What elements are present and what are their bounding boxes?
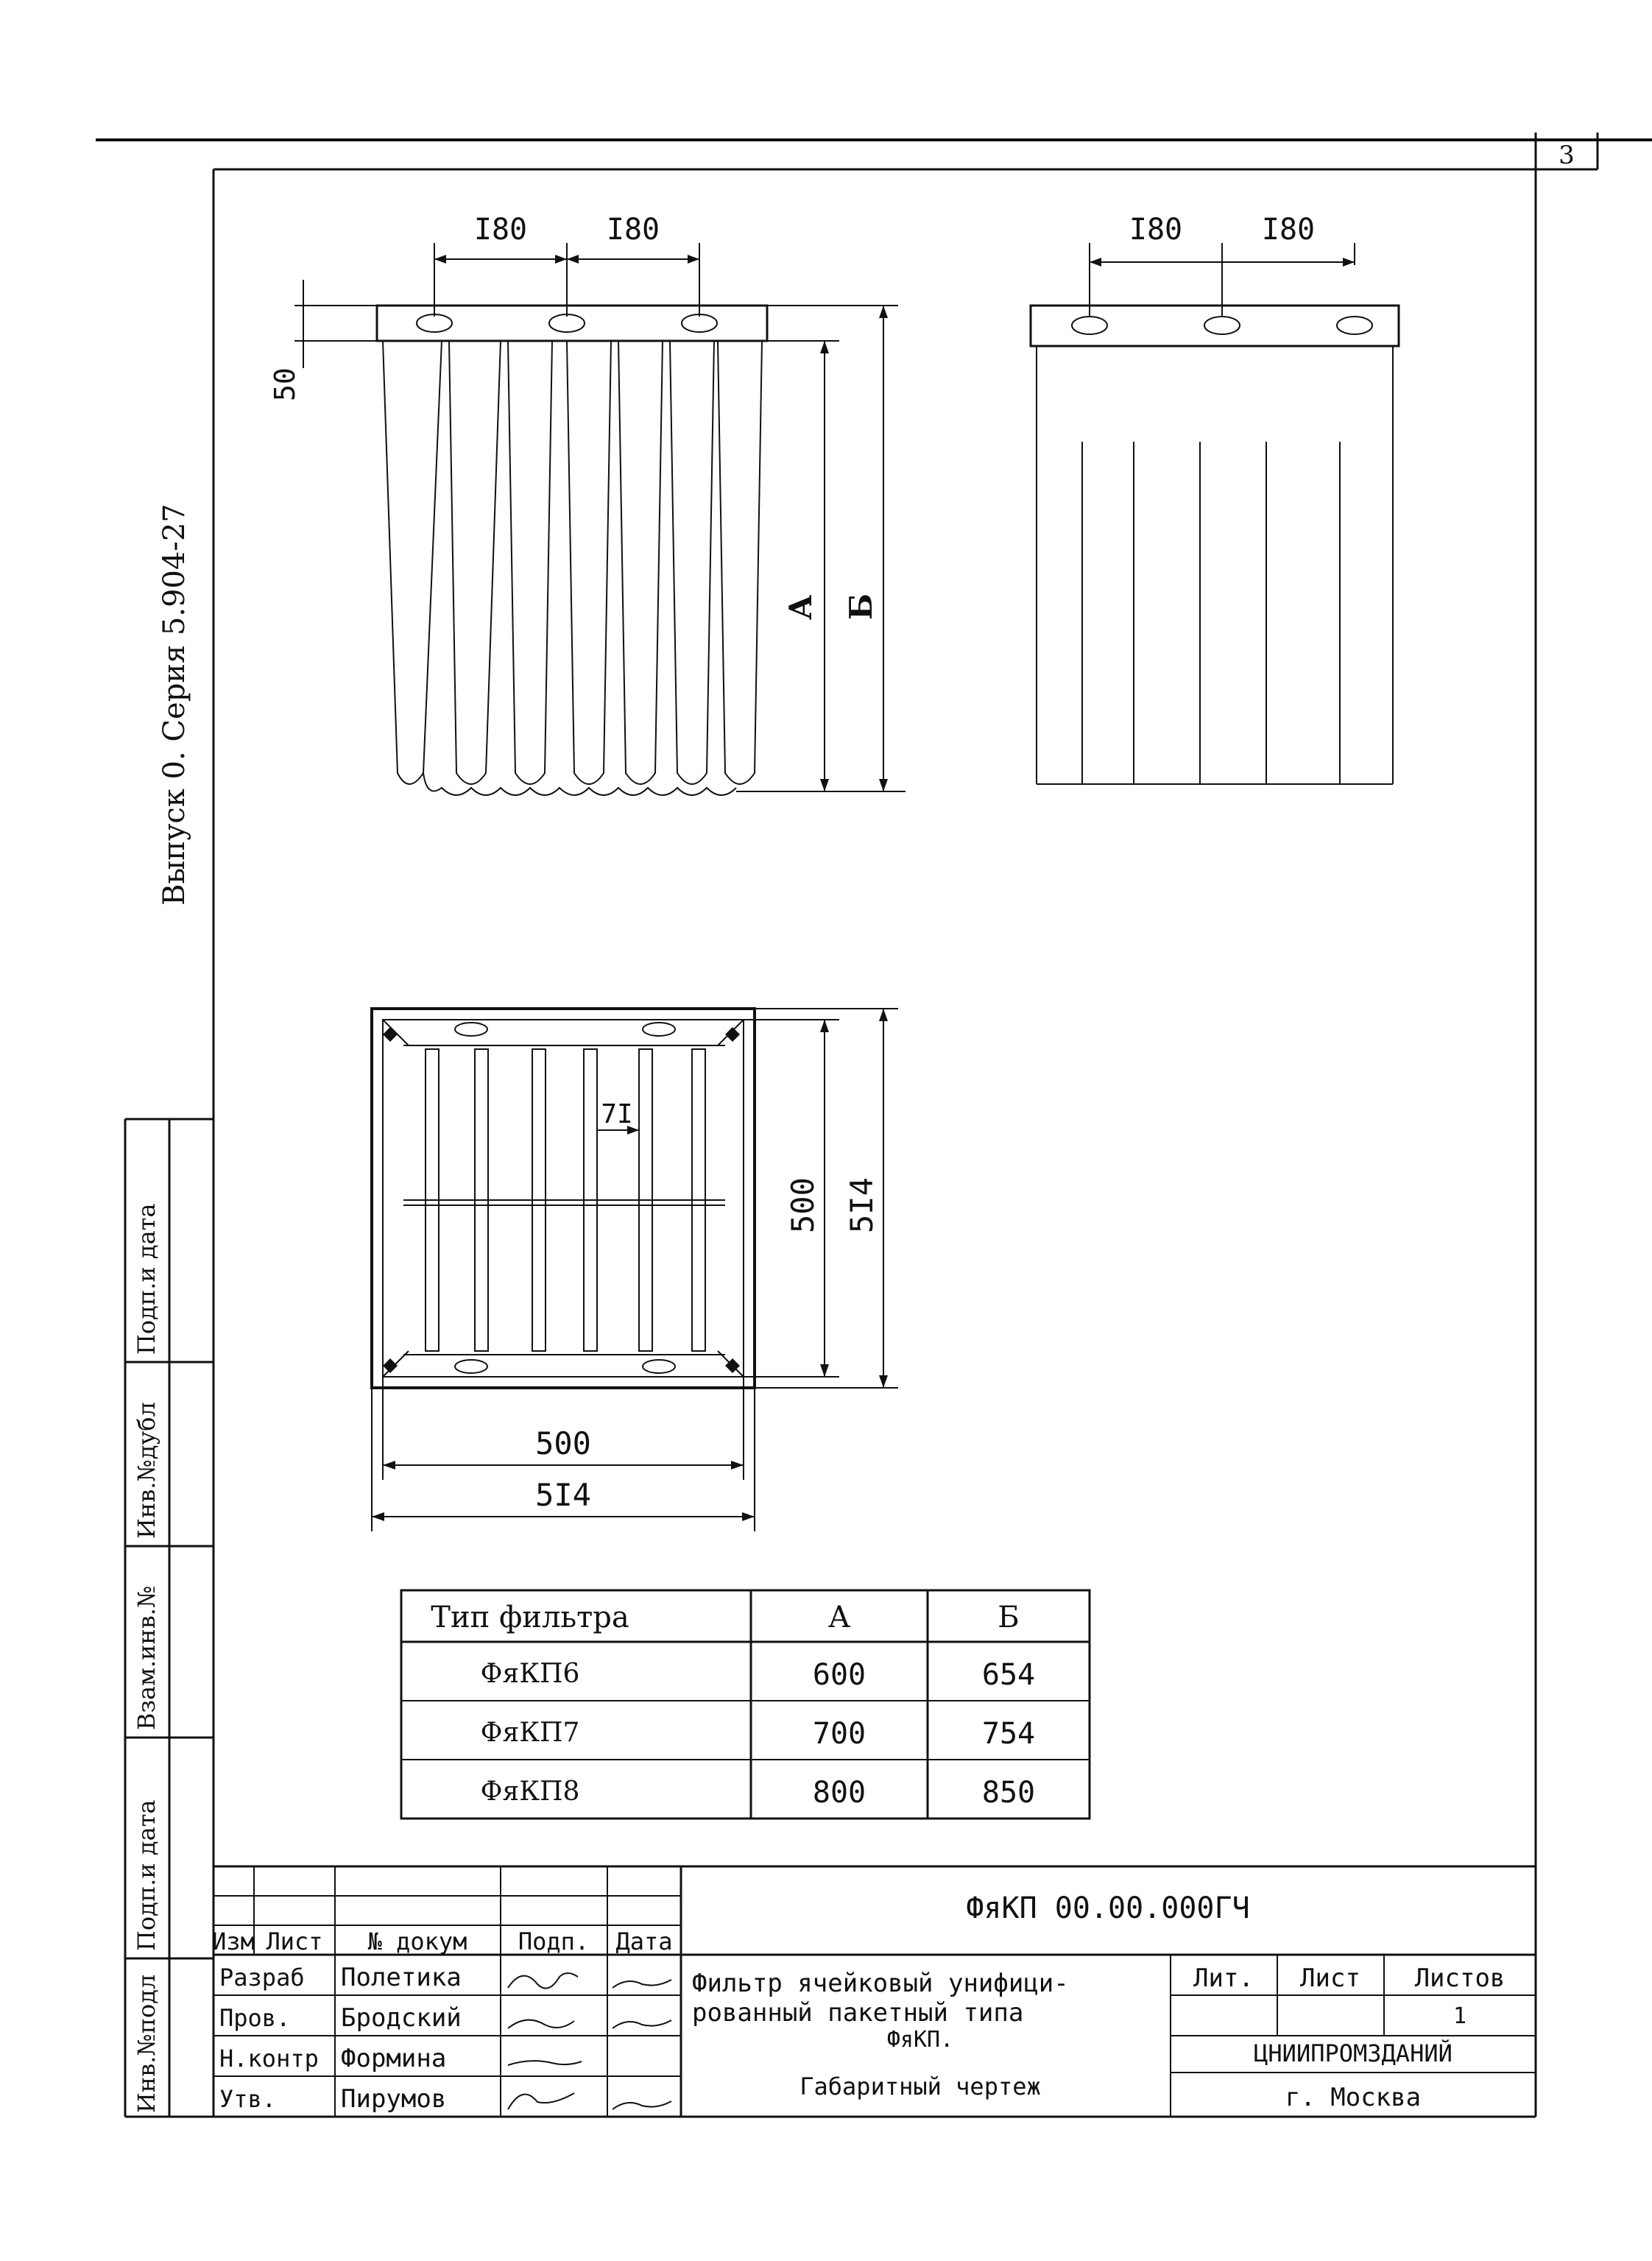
table-header-type: Тип фильтра — [431, 1601, 629, 1634]
name-prov: Бродский — [341, 2003, 462, 2033]
table-header-b: Б — [998, 1601, 1020, 1634]
role-prov: Пров. — [219, 2004, 291, 2032]
table-cell: 800 — [812, 1776, 866, 1810]
doc-code: ФяКП 00.00.000ГЧ — [966, 1891, 1250, 1925]
org-city: г. Москва — [1285, 2083, 1422, 2112]
plan-dim-inner-h: 500 — [785, 1177, 821, 1233]
side-view — [1031, 243, 1399, 784]
front-dim-pitch-2: I80 — [606, 213, 660, 247]
table-cell: 700 — [812, 1717, 866, 1751]
doc-name-line-1: Фильтр ячейковый унифици- — [692, 1969, 1069, 1998]
name-nkontr: Формина — [341, 2044, 447, 2073]
name-razrab: Полетика — [341, 1963, 462, 1992]
col-header-doc: № докум — [367, 1927, 467, 1955]
series-label: Выпуск 0. Серия 5.904-27 — [158, 504, 191, 906]
role-razrab: Разраб — [219, 1964, 305, 1992]
front-dim-flange: 50 — [269, 367, 301, 401]
plan-dim-gap: 7I — [601, 1099, 633, 1129]
front-view — [294, 243, 906, 795]
front-dim-a: А — [783, 594, 819, 620]
front-dim-b: Б — [843, 593, 879, 620]
plan-dim-outer-h: 5I4 — [844, 1177, 880, 1233]
table-cell: ФяКП7 — [480, 1718, 580, 1748]
table-cell: 600 — [812, 1658, 866, 1692]
plan-dim-inner-w: 500 — [535, 1425, 591, 1461]
stamp-vzam-inv: Взам.инв.№ — [133, 1585, 160, 1730]
doc-name-line-3: ФяКП. — [886, 2027, 954, 2053]
sheets-label: Листов — [1414, 1964, 1505, 1993]
col-header-date: Дата — [615, 1927, 673, 1955]
sheet-number: 3 — [1559, 141, 1575, 170]
plan-dim-outer-w: 5I4 — [535, 1477, 591, 1513]
table-cell: 654 — [981, 1658, 1036, 1692]
doc-name-line-4: Габаритный чертеж — [799, 2073, 1041, 2100]
table-cell: 754 — [981, 1717, 1036, 1751]
table-header-a: А — [827, 1601, 851, 1634]
stamp-inv-podl: Инв.№подл — [133, 1974, 160, 2113]
plan-view — [372, 1009, 898, 1531]
role-nkontr: Н.контр — [219, 2045, 319, 2073]
table-cell: 850 — [981, 1776, 1036, 1810]
stamp-podp-data-1: Подп.и дата — [133, 1799, 160, 1951]
stamp-podp-data-2: Подп.и дата — [133, 1203, 160, 1355]
table-cell: ФяКП6 — [480, 1659, 580, 1689]
col-header-izm: Изм — [212, 1927, 255, 1955]
lit-label: Лит. — [1193, 1964, 1254, 1993]
name-utv: Пирумов — [341, 2084, 447, 2114]
table-cell: ФяКП8 — [480, 1777, 580, 1807]
sheet-label: Лист — [1300, 1964, 1360, 1993]
col-header-sign: Подп. — [518, 1927, 590, 1955]
sheets-value: 1 — [1452, 2003, 1467, 2029]
front-dim-pitch-1: I80 — [473, 213, 528, 247]
side-dim-pitch-2: I80 — [1261, 213, 1316, 247]
stamp-inv-dubl: Инв.№дубл — [133, 1402, 160, 1539]
side-dim-pitch-1: I80 — [1129, 213, 1183, 247]
org-name: ЦНИИПРОМЗДАНИЙ — [1254, 2039, 1452, 2067]
doc-name-line-2: рованный пакетный типа — [692, 1998, 1024, 2028]
col-header-list: Лист — [266, 1927, 323, 1955]
role-utv: Утв. — [219, 2085, 277, 2113]
